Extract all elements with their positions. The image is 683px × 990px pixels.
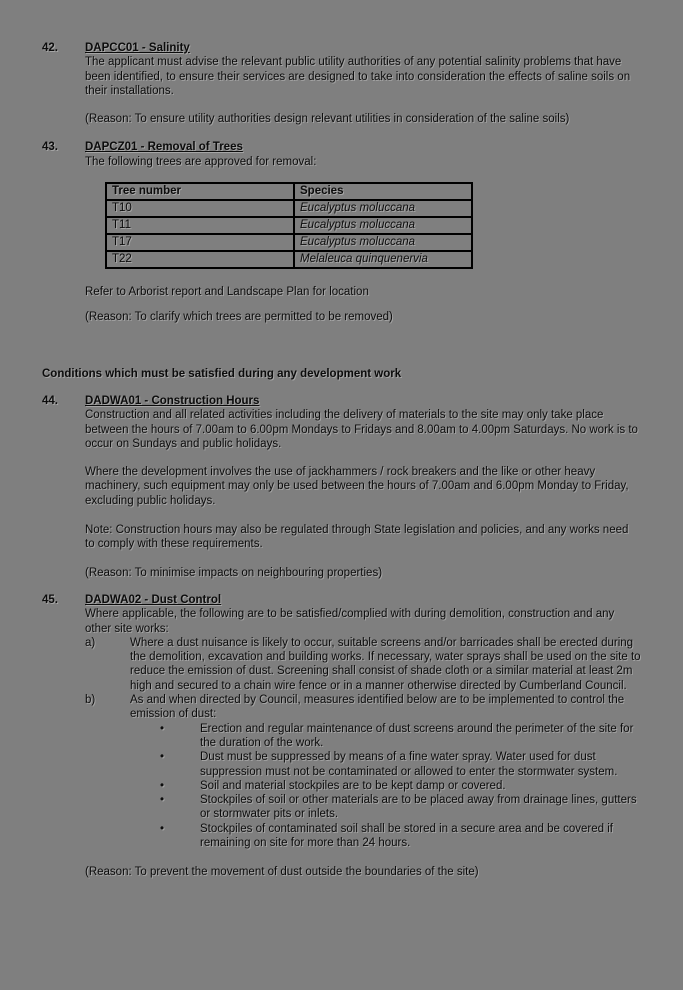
bullet-text: Erection and regular maintenance of dust screens around the perimeter of the site for the duration of the work. (200, 722, 634, 749)
condition-45-title: DADWA02 - Dust Control (85, 593, 222, 606)
condition-42-body: The applicant must advise the relevant public utility authorities of any potential salinity problems that have been identified, to ensure their services are designed to take into consideration the effects of saline soils on their installations. (85, 56, 631, 97)
condition-42-number: 42. (42, 42, 58, 54)
bullet-item (85, 793, 641, 822)
sub-item-a-label: a) (85, 636, 96, 649)
condition-43-intro: The following trees are approved for removal: (85, 155, 317, 168)
bullet-icon: • (160, 794, 165, 807)
bullet-item (85, 822, 641, 851)
bullet-text: Dust must be suppressed by means of a fine water spray. Water used for dust suppression must not be contaminated or allowed to enter the stormwater system. (200, 751, 618, 778)
table-row (106, 251, 472, 268)
bullet-text: Stockpiles of contaminated soil shall be stored in a secure area and be covered if remaining on site for more than 24 hours. (200, 822, 613, 849)
table-row (106, 200, 472, 217)
section-heading-development-work: Conditions which must be satisfied during any development work (42, 367, 402, 380)
condition-42-title: DAPCC01 - Salinity (85, 42, 190, 54)
condition-45-reason: (Reason: To prevent the movement of dust outside the boundaries of the site) (85, 866, 479, 879)
bullet-text: Soil and material stockpiles are to be kept damp or covered. (200, 779, 506, 792)
condition-42-reason: (Reason: To ensure utility authorities design relevant utilities in consideration of the saline soils) (85, 113, 570, 126)
condition-44 (42, 394, 641, 580)
bullet-item (85, 722, 641, 751)
condition-43 (42, 140, 641, 324)
condition-44-paragraph-1: Construction and all related activities including the delivery of materials to the site may only take place between the hours of 7.00am to 6.00pm Mondays to Fridays and 8.00am to 4.00pm Saturdays. No work is to occur on Sundays and public holidays. (85, 409, 638, 450)
condition-45 (42, 593, 641, 880)
table-header-tree-number: Tree number (106, 183, 294, 200)
bullet-text: Stockpiles of soil or other materials are to be placed away from drainage lines, gutters or stormwater pits or inlets. (200, 794, 637, 821)
bullet-icon: • (160, 751, 165, 764)
tree-number-cell: T10 (106, 200, 294, 217)
table-header-row (106, 183, 472, 200)
species-cell: Eucalyptus moluccana (294, 200, 472, 217)
table-row (106, 234, 472, 251)
sub-item-b-text: As and when directed by Council, measures identified below are to be implemented to control the emission of dust: (130, 694, 625, 721)
condition-44-title: DADWA01 - Construction Hours (85, 394, 260, 407)
species-cell: Melaleuca quinquenervia (294, 251, 472, 268)
table-header-species: Species (294, 183, 472, 200)
condition-44-number: 44. (42, 394, 58, 407)
tree-number-cell: T17 (106, 234, 294, 251)
tree-number-cell: T22 (106, 251, 294, 268)
condition-45-number: 45. (42, 593, 58, 606)
condition-43-title: DAPCZ01 - Removal of Trees (85, 141, 243, 154)
condition-44-reason: (Reason: To minimise impacts on neighbouring properties) (85, 566, 383, 579)
bullet-icon: • (160, 822, 165, 835)
bullet-item (85, 750, 641, 779)
condition-43-note: Refer to Arborist report and Landscape Plan for location (85, 286, 369, 299)
sub-item-b-label: b) (85, 694, 96, 707)
table-row (106, 217, 472, 234)
condition-44-paragraph-2: Where the development involves the use of jackhammers / rock breakers and the like or other heavy machinery, such equipment may only be used between the hours of 7.00am and 6.00pm Monday to Friday, excluding public holidays. (85, 466, 629, 507)
condition-45-intro: Where applicable, the following are to be satisfied/complied with during demolition, construction and any other site works: (85, 608, 615, 635)
bullet-icon: • (160, 779, 165, 792)
sub-item-b (85, 693, 641, 722)
bullet-item (85, 779, 641, 793)
bullet-icon: • (160, 722, 165, 735)
condition-43-reason: (Reason: To clarify which trees are permitted to be removed) (85, 311, 393, 324)
condition-44-note: Note: Construction hours may also be regulated through State legislation and policies, and any works need to comply with these requirements. (85, 524, 629, 551)
sub-item-a-text: Where a dust nuisance is likely to occur, suitable screens and/or barricades shall be erected during the demolition, excavation and building works. If necessary, water sprays shall be used on the site to reduce the emission of dust. Screening shall consist of shade cloth or a similar material at least 2m high and secured to a chain wire fence or in a manner otherwise directed by Cumberland Council. (130, 636, 641, 692)
tree-number-cell: T11 (106, 217, 294, 234)
species-cell: Eucalyptus moluccana (294, 217, 472, 234)
species-cell: Eucalyptus moluccana (294, 234, 472, 251)
condition-42 (42, 41, 641, 126)
sub-item-a (85, 636, 641, 693)
tree-removal-table (105, 182, 473, 269)
condition-43-number: 43. (42, 141, 58, 154)
